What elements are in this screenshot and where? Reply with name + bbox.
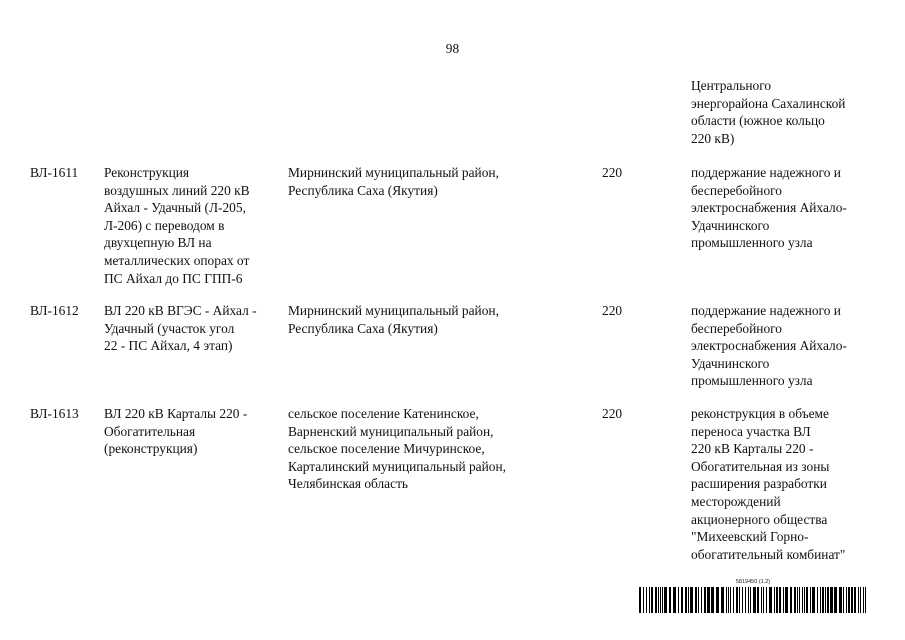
barcode-bar [790, 587, 792, 613]
barcode-bar [779, 587, 781, 613]
barcode-bar [848, 587, 850, 613]
barcode-bar [681, 587, 683, 613]
barcode-bar [651, 587, 653, 613]
barcode-bar [830, 587, 833, 613]
text-line: поддержание надежного и [691, 165, 841, 180]
text-line: Челябинская область [288, 476, 409, 492]
page-number: 98 [445, 41, 460, 56]
text-line: Удачнинского [691, 217, 770, 233]
text-line: поддержание надежного и [691, 303, 841, 318]
row-purpose [691, 405, 845, 563]
barcode-bar [649, 587, 650, 613]
barcode-bar [834, 587, 837, 613]
row-purpose [691, 164, 847, 252]
barcode-bar [761, 587, 762, 613]
row-location [288, 405, 506, 493]
text-line: Айхал - Удачный (Л-205, [104, 200, 246, 216]
barcode-bar [774, 587, 775, 613]
barcode-bar [750, 587, 751, 613]
barcode-bar [726, 587, 727, 613]
barcode-bar [701, 587, 702, 613]
barcode-bar [730, 587, 731, 613]
barcode-bar [804, 587, 805, 613]
barcode-bar [846, 587, 847, 613]
barcode-bar [716, 587, 719, 613]
text-line: ВЛ 220 кВ ВГЭС - Айхал - [104, 303, 257, 318]
text-line: Мирнинский муниципальный район, [288, 165, 499, 180]
barcode-bar [863, 587, 864, 613]
text-line: электроснабжения Айхало- [691, 338, 847, 354]
barcode-bar [812, 587, 815, 613]
row-object-name [104, 302, 257, 355]
row-object-name [104, 164, 250, 287]
text-line: ВЛ 220 кВ Карталы 220 - [104, 406, 248, 421]
barcode-bars [639, 587, 867, 613]
text-line: электроснабжения Айхало- [691, 200, 847, 216]
row-voltage: 220 [602, 406, 623, 421]
text-line: реконструкция в объеме [691, 406, 829, 421]
barcode-bar [678, 587, 679, 613]
barcode-bar [851, 587, 853, 613]
text-line: Реконструкция [104, 165, 190, 180]
text-line: акционерного общества [691, 511, 828, 527]
text-line: энергорайона Сахалинской [691, 95, 846, 111]
text-line: Обогатительная [104, 423, 196, 439]
barcode-bar [745, 587, 746, 613]
row-purpose [691, 302, 847, 390]
barcode-bar [783, 587, 784, 613]
barcode-bar [763, 587, 764, 613]
barcode-bar [662, 587, 663, 613]
text-line: обогатительный комбинат" [691, 546, 846, 562]
barcode-bar [688, 587, 689, 613]
barcode-bar [669, 587, 671, 613]
text-line: расширения разработки [691, 476, 827, 492]
barcode-bar [698, 587, 699, 613]
row-code: ВЛ-1611 [30, 165, 79, 180]
text-line: Центрального [691, 78, 772, 93]
row-code: ВЛ-1613 [30, 406, 79, 421]
barcode-bar [854, 587, 856, 613]
text-line: Обогатительная из зоны [691, 458, 830, 474]
barcode-bar [753, 587, 756, 613]
barcode-bar [658, 587, 659, 613]
row-location [288, 302, 499, 337]
text-line: бесперебойного [691, 320, 782, 336]
barcode-bar [802, 587, 803, 613]
barcode-bar [843, 587, 844, 613]
barcode-bar [690, 587, 693, 613]
barcode-bar [728, 587, 729, 613]
barcode-bar [820, 587, 821, 613]
barcode-bar [757, 587, 759, 613]
barcode-bar [810, 587, 811, 613]
row-code: ВЛ-1612 [30, 303, 79, 318]
barcode-bar [639, 587, 641, 613]
barcode-bar [664, 587, 667, 613]
text-line: Л-206) с переводом в [104, 217, 225, 233]
barcode-bar [817, 587, 818, 613]
continuation-purpose [691, 77, 845, 147]
barcode-bar [643, 587, 644, 613]
barcode-bar [660, 587, 661, 613]
text-line: "Михеевский Горно- [691, 529, 809, 545]
text-line: сельское поселение Мичуринское, [288, 441, 485, 457]
barcode-bar [736, 587, 738, 613]
barcode-bar [748, 587, 749, 613]
text-line: сельское поселение Катенинское, [288, 406, 479, 421]
barcode-bar [707, 587, 710, 613]
barcode-bar [865, 587, 866, 613]
barcode-bar [673, 587, 676, 613]
row-location [288, 164, 499, 199]
text-line: Варненский муниципальный район, [288, 423, 494, 439]
barcode-bar [806, 587, 808, 613]
barcode-bar [797, 587, 798, 613]
barcode-bar [822, 587, 824, 613]
barcode-bar [655, 587, 657, 613]
row-voltage: 220 [602, 165, 623, 180]
row-voltage: 220 [602, 303, 623, 318]
text-line: переноса участка ВЛ [691, 423, 811, 439]
barcode-bar [776, 587, 778, 613]
text-line: металлических опорах от [104, 252, 250, 268]
text-line: промышленного узла [691, 373, 813, 389]
barcode-bar [785, 587, 788, 613]
barcode-bar [646, 587, 647, 613]
barcode-bar [858, 587, 859, 613]
text-line: области (южное кольцо [691, 113, 825, 129]
barcode-bar [860, 587, 861, 613]
text-line: бесперебойного [691, 182, 782, 198]
barcode-bar [825, 587, 826, 613]
barcode-bar [721, 587, 724, 613]
barcode-bar [769, 587, 772, 613]
text-line: Республика Саха (Якутия) [288, 182, 438, 198]
text-line: 220 кВ Карталы 220 - [691, 441, 814, 457]
barcode-bar [799, 587, 800, 613]
text-line: Удачный (участок угол [104, 320, 235, 336]
barcode-bar [739, 587, 740, 613]
barcode-bar [827, 587, 829, 613]
barcode-bar [685, 587, 687, 613]
text-line: месторождений [691, 493, 781, 509]
text-line: Мирнинский муниципальный район, [288, 303, 499, 318]
barcode-bar [839, 587, 842, 613]
text-line: двухцепную ВЛ на [104, 235, 212, 251]
barcode-caption: 5819450 (1.2) [735, 579, 771, 585]
barcode-bar [794, 587, 796, 613]
text-line: (реконструкция) [104, 441, 198, 457]
text-line: промышленного узла [691, 235, 813, 251]
barcode-bar [711, 587, 714, 613]
text-line: Удачнинского [691, 355, 770, 371]
text-line: Карталинский муниципальный район, [288, 458, 506, 474]
barcode-bar [733, 587, 734, 613]
text-line: 22 - ПС Айхал, 4 этап) [104, 338, 233, 354]
barcode [639, 579, 867, 613]
row-object-name [104, 405, 247, 458]
text-line: 220 кВ) [691, 130, 735, 146]
barcode-bar [742, 587, 743, 613]
text-line: Республика Саха (Якутия) [288, 320, 438, 336]
barcode-bar [766, 587, 767, 613]
barcode-bar [695, 587, 697, 613]
barcode-bar [704, 587, 706, 613]
text-line: ПС Айхал до ПС ГПП-6 [104, 270, 243, 286]
text-line: воздушных линий 220 кВ [104, 182, 250, 198]
